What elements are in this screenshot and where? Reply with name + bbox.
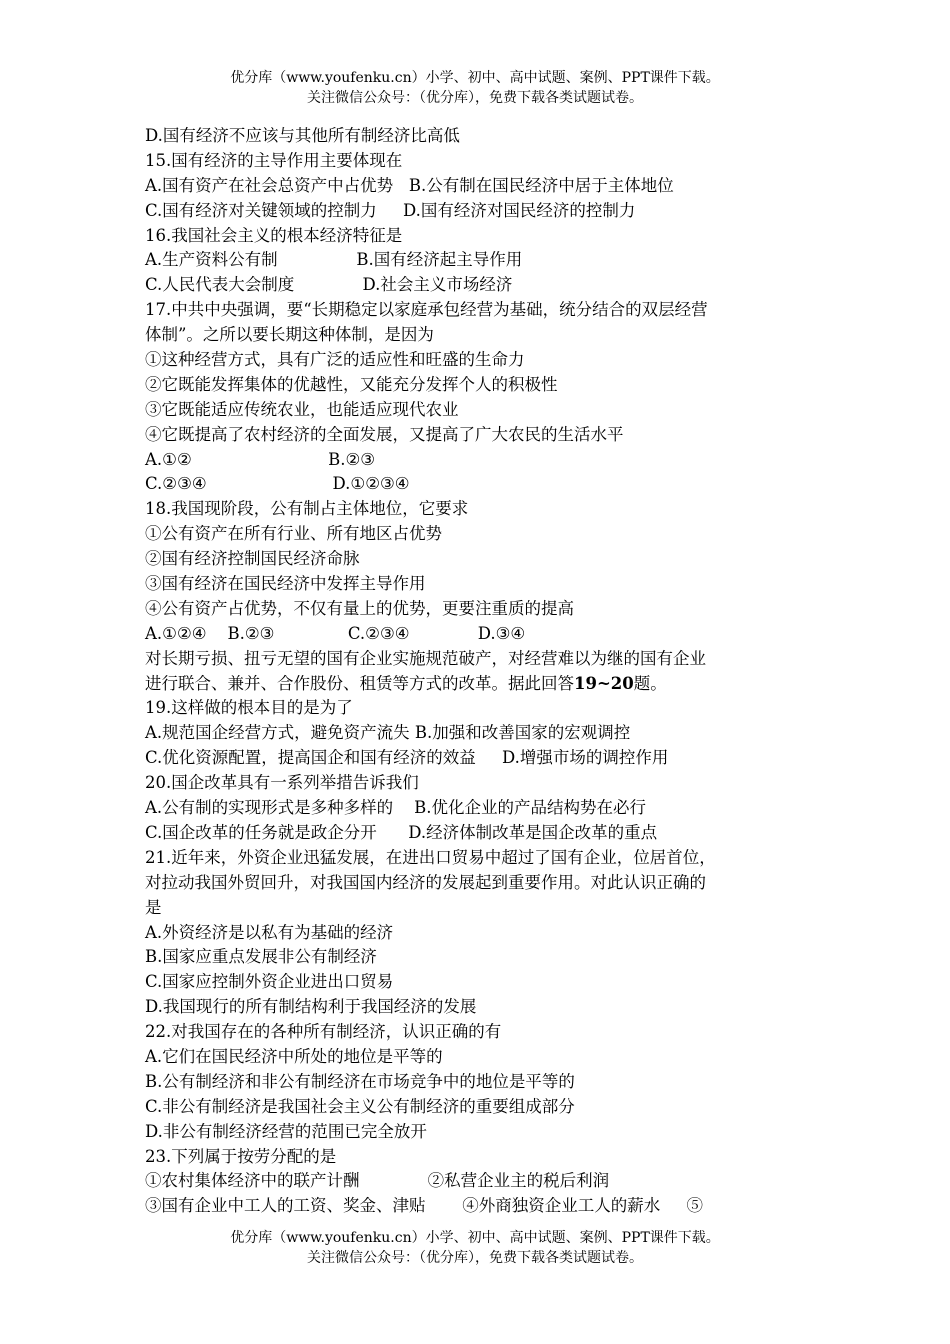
- question-16: 16.我国社会主义的根本经济特征是: [145, 225, 403, 245]
- question-17: 17.中共中央强调，要“长期稳定以家庭承包经营为基础，统分结合的双层经营: [145, 300, 708, 320]
- header-line-1: 优分库（www.youfenku.cn）小学、初中、高中试题、案例、PPT课件下载。: [230, 70, 720, 86]
- passage-line: 对长期亏损、扭亏无望的国有企业实施规范破产，对经营难以为继的国有企业: [145, 648, 706, 668]
- options-line: A.公有制的实现形式是多种多样的 B.优化企业的产品结构势在必行: [145, 798, 647, 818]
- document-body: [145, 124, 835, 1219]
- text-line: D.国有经济不应该与其他所有制经济比高低: [145, 126, 460, 145]
- statement-line: ②国有经济控制国民经济命脉: [145, 549, 360, 569]
- question-22: 22.对我国存在的各种所有制经济，认识正确的有: [145, 1022, 502, 1042]
- page-footer: [0, 1228, 950, 1268]
- text-line: 是: [145, 897, 162, 917]
- statement-line: ①公有资产在所有行业、所有地区占优势: [145, 524, 442, 544]
- options-line: C.人民代表大会制度 D.社会主义市场经济: [145, 275, 513, 295]
- footer-line-2: 关注微信公众号：（优分库），免费下载各类试题试卷。: [307, 1250, 643, 1266]
- text-line: 对拉动我国外贸回升，对我国国内经济的发展起到重要作用。对此认识正确的: [145, 872, 706, 892]
- options-line: C.国有经济对关键领域的控制力 D.国有经济对国民经济的控制力: [145, 200, 636, 220]
- header-line-2: 关注微信公众号：（优分库），免费下载各类试题试卷。: [307, 90, 643, 106]
- passage-line: [145, 672, 835, 697]
- question-21: 21.近年来，外资企业迅猛发展，在进出口贸易中超过了国有企业，位居首位，: [145, 847, 716, 867]
- options-line: C.国企改革的任务就是政企分开 D.经济体制改革是国企改革的重点: [145, 822, 658, 842]
- statement-line: ③它既能适应传统农业，也能适应现代农业: [145, 399, 459, 419]
- statement-line: ③国有企业中工人的工资、奖金、津贴 ④外商独资企业工人的薪水 ⑤: [145, 1196, 703, 1216]
- statement-line: ①农村集体经济中的联产计酬 ②私营企业主的税后利润: [145, 1171, 610, 1191]
- options-line: B.国家应重点发展非公有制经济: [145, 947, 377, 967]
- question-23: 23.下列属于按劳分配的是: [145, 1146, 337, 1166]
- options-line: C.非公有制经济是我国社会主义公有制经济的重要组成部分: [145, 1096, 575, 1116]
- options-line: C.优化资源配置，提高国企和国有经济的效益 D.增强市场的调控作用: [145, 748, 669, 768]
- options-line: A.外资经济是以私有为基础的经济: [145, 922, 394, 942]
- statement-line: ④公有资产占优势，不仅有量上的优势，更要注重质的提高: [145, 598, 574, 618]
- footer-line-1: 优分库（www.youfenku.cn）小学、初中、高中试题、案例、PPT课件下载。: [230, 1230, 720, 1246]
- statement-line: ①这种经营方式，具有广泛的适应性和旺盛的生命力: [145, 350, 525, 370]
- question-18: 18.我国现阶段，公有制占主体地位，它要求: [145, 499, 469, 519]
- passage-text: 进行联合、兼并、合作股份、租赁等方式的改革。据此回答: [145, 673, 574, 693]
- text-line: 体制”。之所以要长期这种体制，是因为: [145, 325, 434, 345]
- options-line: A.生产资料公有制 B.国有经济起主导作用: [145, 250, 523, 270]
- question-19: 19.这样做的根本目的是为了: [145, 698, 353, 718]
- options-line: A.它们在国民经济中所处的地位是平等的: [145, 1046, 443, 1066]
- options-line: D.非公有制经济经营的范围已完全放开: [145, 1121, 427, 1141]
- question-range: 19~20: [574, 673, 634, 693]
- options-line: A.规范国企经营方式，避免资产流失 B.加强和改善国家的宏观调控: [145, 723, 631, 743]
- options-line: D.我国现行的所有制结构利于我国经济的发展: [145, 997, 477, 1017]
- options-line: C.②③④ D.①②③④: [145, 474, 410, 494]
- question-15: 15.国有经济的主导作用主要体现在: [145, 150, 403, 170]
- page-header: [0, 68, 950, 108]
- statement-line: ②它既能发挥集体的优越性，又能充分发挥个人的积极性: [145, 374, 558, 394]
- options-line: B.公有制经济和非公有制经济在市场竞争中的地位是平等的: [145, 1071, 575, 1091]
- options-line: A.国有资产在社会总资产中占优势 B.公有制在国民经济中居于主体地位: [145, 175, 674, 195]
- passage-text-end: 题。: [633, 673, 667, 693]
- options-line: A.①② B.②③: [145, 449, 376, 469]
- question-20: 20.国企改革具有一系列举措告诉我们: [145, 773, 419, 793]
- options-line: A.①②④ B.②③ C.②③④ D.③④: [145, 623, 526, 643]
- options-line: C.国家应控制外资企业进出口贸易: [145, 972, 394, 992]
- statement-line: ③国有经济在国民经济中发挥主导作用: [145, 574, 426, 594]
- statement-line: ④它既提高了农村经济的全面发展，又提高了广大农民的生活水平: [145, 424, 624, 444]
